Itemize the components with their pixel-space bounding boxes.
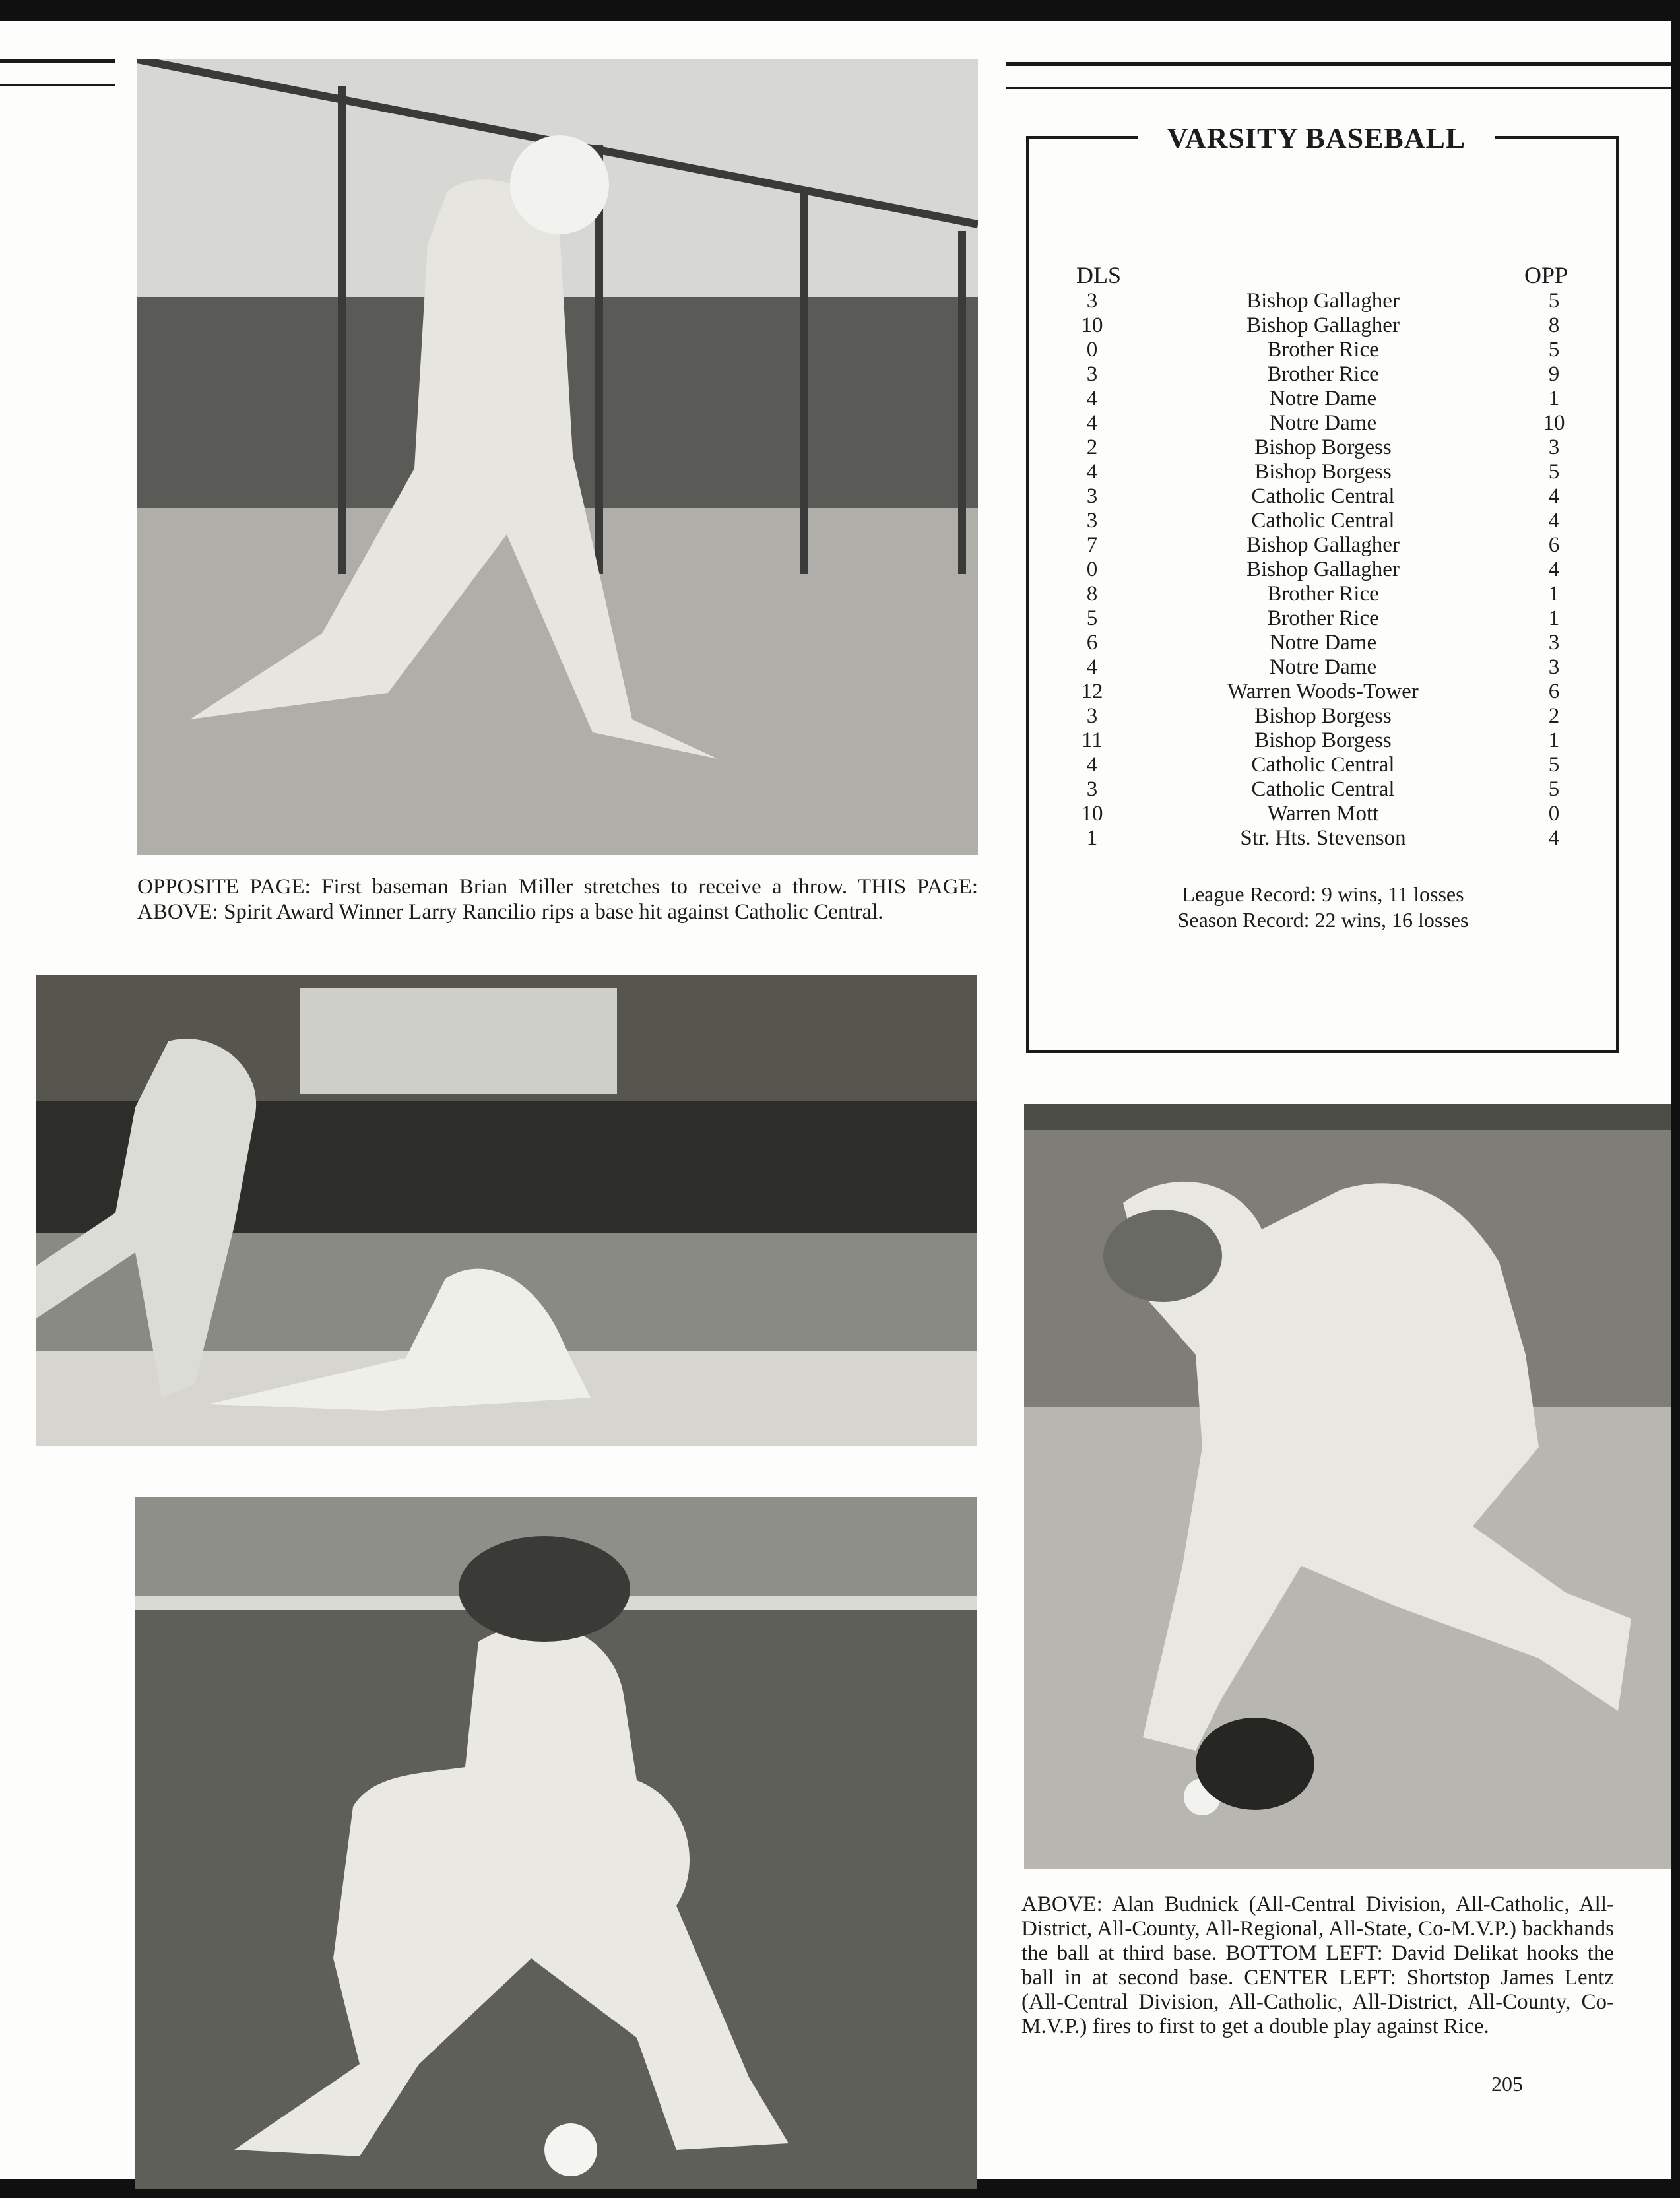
game-row [1062, 387, 1584, 411]
opponent-name: Brother Rice [1267, 606, 1379, 630]
opponent-score: 6 [1548, 533, 1560, 557]
game-row [1062, 680, 1584, 704]
top-left-rule-2 [0, 84, 115, 86]
opponent-score: 8 [1548, 313, 1560, 337]
top-right-rule-2 [1006, 87, 1671, 89]
opponent-score: 10 [1543, 411, 1565, 435]
dls-score: 3 [1086, 777, 1098, 801]
opponent-score: 5 [1548, 460, 1560, 484]
top-border [0, 0, 1680, 21]
photo-second-baseman-fielding [135, 1497, 977, 2189]
game-row [1062, 582, 1584, 606]
dls-score: 3 [1086, 362, 1098, 386]
opponent-name: Notre Dame [1269, 631, 1377, 655]
league-record: League Record: 9 wins, 11 losses [1182, 882, 1464, 906]
game-row [1062, 436, 1584, 460]
dls-score: 11 [1082, 728, 1103, 752]
dls-score: 12 [1081, 680, 1103, 703]
opponent-score: 4 [1548, 826, 1560, 850]
dls-score: 0 [1086, 338, 1098, 362]
opponent-name: Bishop Borgess [1254, 460, 1392, 484]
opponent-name: Bishop Gallagher [1246, 533, 1400, 557]
dls-column-header: DLS [1076, 262, 1122, 288]
opponent-score: 1 [1548, 606, 1560, 630]
photo-third-baseman-backhand [1024, 1104, 1671, 1869]
opponent-name: Notre Dame [1269, 655, 1377, 679]
right-border [1671, 0, 1680, 2198]
opponent-score: 2 [1548, 704, 1560, 728]
opponent-name: Notre Dame [1269, 411, 1377, 435]
opponent-name: Warren Woods-Tower [1227, 680, 1419, 703]
opponent-score: 4 [1548, 558, 1560, 581]
game-row [1062, 313, 1584, 338]
opponent-name: Catholic Central [1251, 484, 1395, 508]
dls-score: 10 [1081, 802, 1103, 825]
dls-score: 6 [1086, 631, 1098, 655]
top-left-rule-1 [0, 59, 115, 63]
opponent-score: 3 [1548, 436, 1560, 459]
opponent-score: 5 [1548, 753, 1560, 777]
opponent-name: Catholic Central [1251, 753, 1395, 777]
opponent-name: Catholic Central [1251, 777, 1395, 801]
game-row [1062, 509, 1584, 533]
dls-score: 2 [1086, 436, 1098, 459]
opponent-name: Bishop Gallagher [1246, 313, 1400, 337]
opponent-name: Bishop Gallagher [1246, 558, 1400, 581]
dls-score: 3 [1086, 704, 1098, 728]
dls-score: 4 [1086, 387, 1098, 410]
dls-score: 10 [1081, 313, 1103, 337]
dls-score: 8 [1086, 582, 1098, 606]
opponent-name: Brother Rice [1267, 338, 1379, 362]
game-row [1062, 777, 1584, 802]
opponent-name: Bishop Gallagher [1246, 289, 1400, 313]
game-row [1062, 655, 1584, 680]
game-row [1062, 411, 1584, 436]
opponent-score: 5 [1548, 289, 1560, 313]
opponent-score: 5 [1548, 338, 1560, 362]
dls-score: 1 [1086, 826, 1098, 850]
opponent-score: 0 [1548, 802, 1560, 825]
game-row [1062, 826, 1584, 851]
opponent-score: 4 [1548, 484, 1560, 508]
opponent-score: 3 [1548, 631, 1560, 655]
dls-score: 4 [1086, 753, 1098, 777]
game-row [1062, 753, 1584, 777]
photo-batter-swing [137, 59, 978, 855]
dls-score: 4 [1086, 411, 1098, 435]
opponent-name: Brother Rice [1267, 362, 1379, 386]
dls-score: 3 [1086, 509, 1098, 533]
caption-top-left: OPPOSITE PAGE: First baseman Brian Miller stretches to receive a throw. THIS PAGE: ABOVE: Spirit Award Winner Larry Rancilio rips a base hit against Catholic Central. [137, 875, 978, 924]
top-right-rule-1 [1006, 62, 1671, 66]
opponent-score: 4 [1548, 509, 1560, 533]
game-row [1062, 802, 1584, 826]
game-row [1062, 338, 1584, 362]
game-row [1062, 362, 1584, 387]
game-results-list [1062, 289, 1584, 851]
dls-score: 3 [1086, 484, 1098, 508]
game-row [1062, 484, 1584, 509]
scoreboard-title: VARSITY BASEBALL [1138, 119, 1495, 158]
dls-score: 4 [1086, 655, 1098, 679]
opponent-score: 3 [1548, 655, 1560, 679]
dls-score: 5 [1086, 606, 1098, 630]
opponent-name: Bishop Borgess [1254, 728, 1392, 752]
game-row [1062, 728, 1584, 753]
photo-slide-at-base [36, 975, 977, 1446]
opponent-score: 6 [1548, 680, 1560, 703]
caption-right: ABOVE: Alan Budnick (All-Central Division, All-Catholic, All-District, All-County, All-Regional, All-State, Co-M.V.P.) backhands the ball at third base. BOTTOM LEFT: David Delikat hooks the ball in at second base. CENTER LEFT: Shortstop James Lentz (All-Central Division, All-Catholic, All-District, All-County, Co-M.V.P.) fires to first to get a double play against Rice. [1021, 1892, 1614, 2038]
opponent-score: 1 [1548, 582, 1560, 606]
opp-column-header: OPP [1524, 262, 1568, 288]
opponent-name: Brother Rice [1267, 582, 1379, 606]
season-record: Season Record: 22 wins, 16 losses [1177, 908, 1469, 932]
page-number: 205 [1491, 2072, 1523, 2096]
opponent-score: 5 [1548, 777, 1560, 801]
dls-score: 7 [1086, 533, 1098, 557]
opponent-name: Notre Dame [1269, 387, 1377, 410]
dls-score: 4 [1086, 460, 1098, 484]
game-row [1062, 460, 1584, 484]
opponent-name: Catholic Central [1251, 509, 1395, 533]
game-row [1062, 704, 1584, 728]
game-row [1062, 631, 1584, 655]
opponent-score: 1 [1548, 728, 1560, 752]
game-row [1062, 289, 1584, 313]
opponent-name: Bishop Borgess [1254, 436, 1392, 459]
game-row [1062, 533, 1584, 558]
opponent-name: Bishop Borgess [1254, 704, 1392, 728]
game-row [1062, 606, 1584, 631]
opponent-score: 1 [1548, 387, 1560, 410]
opponent-name: Warren Mott [1267, 802, 1379, 825]
opponent-score: 9 [1548, 362, 1560, 386]
opponent-name: Str. Hts. Stevenson [1240, 826, 1406, 850]
game-row [1062, 558, 1584, 582]
dls-score: 0 [1086, 558, 1098, 581]
dls-score: 3 [1086, 289, 1098, 313]
